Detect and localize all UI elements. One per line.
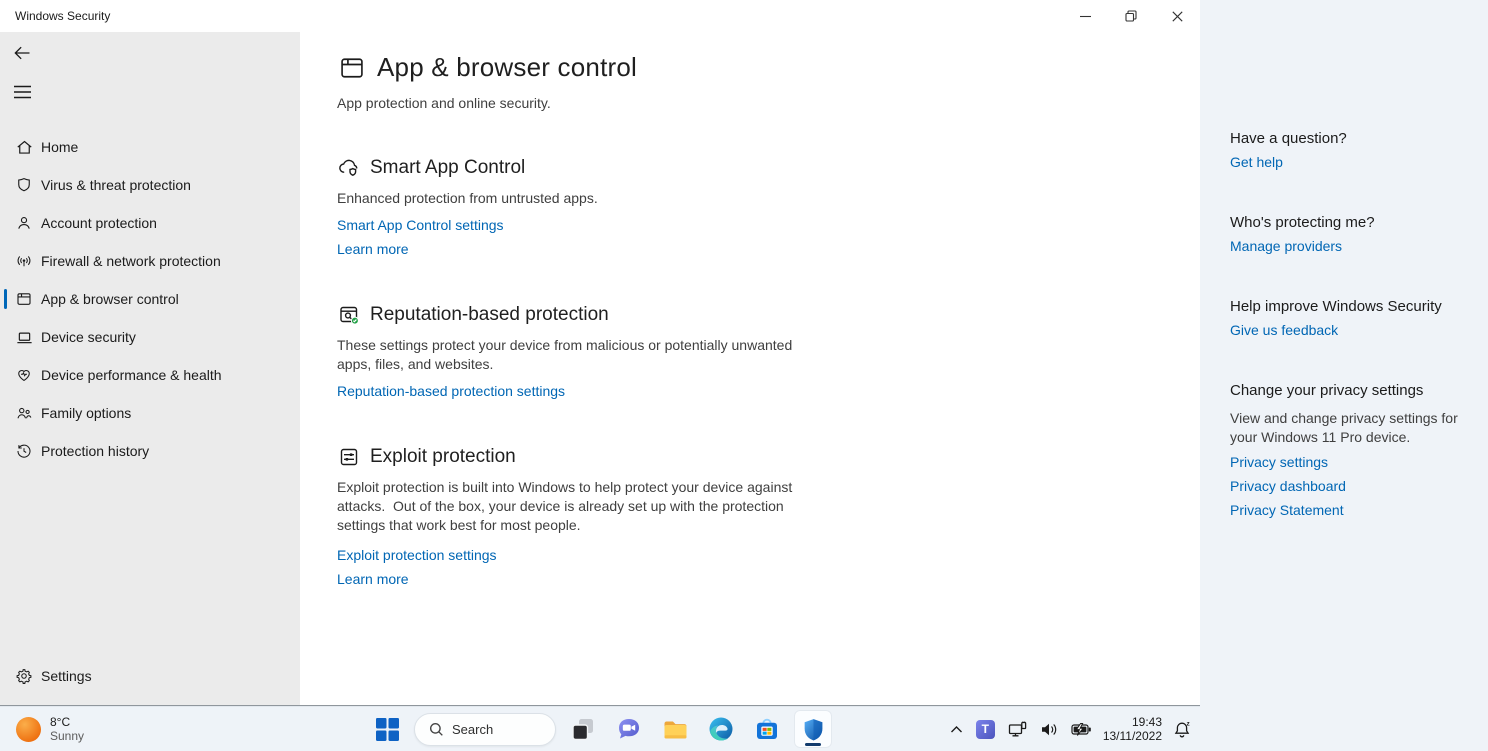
search-icon: [429, 722, 444, 737]
chat-button[interactable]: [610, 710, 648, 748]
get-help-link[interactable]: Get help: [1230, 154, 1283, 170]
store-button[interactable]: [748, 710, 786, 748]
restore-icon: [1125, 10, 1137, 22]
file-explorer-button[interactable]: [656, 710, 694, 748]
network-icon: [1008, 721, 1027, 738]
sidebar-nav: [0, 128, 300, 470]
heart-pulse-icon: [14, 365, 34, 385]
section-title: Smart App Control: [370, 157, 526, 178]
learn-more-link[interactable]: Learn more: [337, 241, 409, 257]
privacy-settings-link[interactable]: Privacy settings: [1230, 454, 1329, 470]
store-icon: [754, 716, 780, 742]
help-aside: [1230, 64, 1488, 519]
task-view-icon: [570, 716, 596, 742]
sidebar-settings: [0, 657, 300, 695]
section-description: These settings protect your device from malicious or potentially unwanted apps, files, and websites.: [337, 337, 797, 372]
edge-icon: [708, 716, 734, 742]
svg-text:z: z: [1186, 720, 1190, 728]
edge-button[interactable]: [702, 710, 740, 748]
sidebar-item-home[interactable]: [0, 128, 300, 166]
main-content: [300, 32, 1458, 705]
chat-icon: [616, 716, 642, 742]
search-box[interactable]: [414, 713, 556, 746]
section-smart-app-control: [337, 156, 837, 257]
sidebar-item-settings[interactable]: [0, 657, 300, 695]
windows-security-button[interactable]: [794, 710, 832, 748]
sidebar-item-label: Home: [41, 139, 79, 155]
sidebar-item-label: Settings: [41, 668, 92, 684]
task-view-button[interactable]: [564, 710, 602, 748]
browser-window-icon: [14, 289, 34, 309]
sidebar-item-firewall-network-protection[interactable]: [0, 242, 300, 280]
gear-icon: [14, 666, 34, 686]
sun-icon: [16, 717, 41, 742]
chevron-up-icon: [950, 725, 963, 734]
file-explorer-icon: [662, 716, 689, 743]
start-icon: [375, 717, 400, 742]
section-description: Enhanced protection from untrusted apps.: [337, 190, 598, 206]
battery-charging-icon: [1071, 723, 1092, 736]
weather-widget[interactable]: [10, 710, 90, 748]
history-clock-icon: [14, 441, 34, 461]
search-label: Search: [452, 721, 494, 737]
smart-app-control-settings-link[interactable]: Smart App Control settings: [337, 217, 504, 233]
aside-description: View and change privacy settings for your Windows 11 Pro device.: [1230, 410, 1458, 445]
show-hidden-icons-button[interactable]: [948, 713, 965, 745]
taskbar-center: [368, 707, 832, 751]
reputation-based-protection-settings-link[interactable]: Reputation-based protection settings: [337, 383, 566, 399]
aside-group-protecting: [1230, 214, 1488, 255]
person-icon: [14, 213, 34, 233]
back-arrow-icon: [12, 43, 32, 63]
sidebar-item-label: Virus & threat protection: [41, 177, 191, 193]
learn-more-link[interactable]: Learn more: [337, 571, 409, 587]
exploit-protection-settings-link[interactable]: Exploit protection settings: [337, 547, 497, 563]
teams-tray-button[interactable]: [974, 713, 997, 745]
laptop-icon: [14, 327, 34, 347]
sidebar-item-label: Device security: [41, 329, 136, 345]
minimize-icon: [1080, 11, 1091, 22]
titlebar: [0, 0, 1200, 32]
page-subtitle: App protection and online security.: [337, 95, 551, 111]
sidebar-item-virus-threat-protection[interactable]: [0, 166, 300, 204]
section-description: Exploit protection is built into Windows to help protect your device against attacks. Out of the box, your device is already set up with the protection settings that work best for most people.: [337, 479, 797, 533]
page-header: [337, 52, 837, 83]
sidebar-item-device-security[interactable]: [0, 318, 300, 356]
clock-time: 19:43: [1131, 715, 1162, 729]
notifications-button[interactable]: [1171, 713, 1194, 745]
windows-security-shield-icon: [801, 717, 826, 742]
weather-temp: 8°C: [50, 715, 71, 729]
aside-heading: Help improve Windows Security: [1230, 298, 1442, 315]
family-icon: [14, 403, 34, 423]
sidebar-item-protection-history[interactable]: [0, 432, 300, 470]
close-button[interactable]: [1154, 0, 1200, 32]
clock-date: 13/11/2022: [1102, 729, 1162, 743]
hamburger-menu-icon: [13, 84, 32, 100]
menu-button[interactable]: [4, 77, 40, 107]
browser-window-icon: [337, 53, 367, 83]
section-title: Exploit protection: [370, 446, 516, 467]
section-exploit-protection: [337, 445, 837, 587]
aside-group-feedback: [1230, 298, 1488, 339]
notification-bell-icon: [1173, 720, 1192, 738]
system-tray: [948, 707, 1194, 751]
manage-providers-link[interactable]: Manage providers: [1230, 238, 1343, 254]
sidebar-item-device-performance-health[interactable]: [0, 356, 300, 394]
taskbar: [0, 706, 1200, 750]
page-title: App & browser control: [377, 52, 637, 82]
cloud-shield-icon: [337, 156, 361, 180]
sidebar-item-label: Account protection: [41, 215, 157, 231]
sidebar-item-app-browser-control[interactable]: [0, 280, 300, 318]
sidebar-item-account-protection[interactable]: [0, 204, 300, 242]
privacy-statement-link[interactable]: Privacy Statement: [1230, 502, 1344, 518]
home-icon: [14, 137, 34, 157]
start-button[interactable]: [368, 710, 406, 748]
sidebar-item-label: Device performance & health: [41, 367, 222, 383]
volume-tray-button[interactable]: [1038, 713, 1060, 745]
section-reputation-based-protection: [337, 303, 837, 399]
aside-heading: Who's protecting me?: [1230, 214, 1375, 231]
volume-icon: [1040, 722, 1058, 737]
sidebar-item-label: App & browser control: [41, 291, 179, 307]
window-title: Windows Security: [15, 9, 111, 23]
aside-heading: Change your privacy settings: [1230, 382, 1424, 399]
teams-icon: T: [976, 720, 995, 739]
section-title: Reputation-based protection: [370, 304, 609, 325]
aside-group-question: [1230, 130, 1488, 171]
sidebar-item-label: Firewall & network protection: [41, 253, 221, 269]
close-icon: [1172, 11, 1183, 22]
give-us-feedback-link[interactable]: Give us feedback: [1230, 322, 1339, 338]
restore-button[interactable]: [1108, 0, 1154, 32]
back-button[interactable]: [4, 38, 40, 68]
sliders-icon: [337, 445, 361, 469]
minimize-button[interactable]: [1062, 0, 1108, 32]
privacy-dashboard-link[interactable]: Privacy dashboard: [1230, 478, 1346, 494]
battery-tray-button[interactable]: [1069, 713, 1094, 745]
clock[interactable]: [1103, 715, 1162, 743]
aside-heading: Have a question?: [1230, 130, 1347, 147]
shield-icon: [14, 175, 34, 195]
sidebar-item-label: Protection history: [41, 443, 150, 459]
sidebar: [0, 32, 300, 705]
sidebar-item-family-options[interactable]: [0, 394, 300, 432]
window-search-check-icon: [337, 303, 361, 327]
sidebar-item-label: Family options: [41, 405, 132, 421]
window-controls: [1062, 0, 1200, 32]
network-tray-button[interactable]: [1006, 713, 1029, 745]
network-signal-icon: [14, 251, 34, 271]
aside-group-privacy: [1230, 382, 1488, 519]
weather-condition: Sunny: [50, 729, 85, 743]
